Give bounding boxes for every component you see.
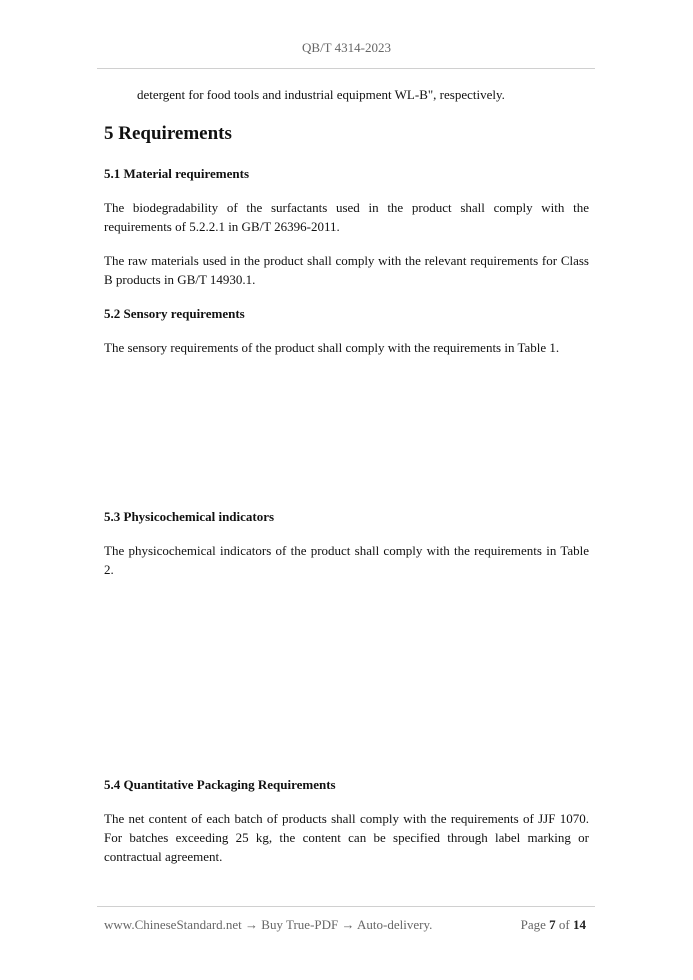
page-footer — [104, 917, 586, 933]
paragraph: The physicochemical indicators of the product shall comply with the requirements in Table 2. — [104, 543, 589, 577]
page-content — [104, 85, 589, 881]
footer-divider — [97, 906, 595, 907]
subsection-heading-5-4: 5.4 Quantitative Packaging Requirements — [104, 777, 336, 792]
page-of: of — [558, 917, 570, 932]
footer-link[interactable]: www.ChineseStandard.net → Buy True-PDF → Auto-delivery. — [104, 917, 433, 932]
page-number — [521, 917, 586, 933]
section-heading: 5 Requirements — [104, 123, 232, 144]
running-header: QB/T 4314-2023 — [302, 40, 391, 55]
paragraph: The sensory requirements of the product shall comply with the requirements in Table 1. — [104, 340, 560, 355]
table-placeholder — [104, 594, 589, 775]
subsection-heading-5-1: 5.1 Material requirements — [104, 166, 250, 181]
paragraph: The net content of each batch of products shall comply with the requirements of JJF 1070. For batches exceeding 25 kg, the content can be specified through label marking or contractual agreement. — [104, 811, 589, 864]
table-placeholder — [104, 372, 589, 507]
paragraph: The raw materials used in the product shall comply with the relevant requirements for Class B products in GB/T 14930.1. — [104, 253, 589, 287]
paragraph: The biodegradability of the surfactants used in the product shall comply with the requirements of 5.2.2.1 in GB/T 26396-2011. — [104, 200, 589, 234]
continued-paragraph: detergent for food tools and industrial equipment WL-B", respectively. — [137, 87, 505, 102]
page-current: 7 — [549, 917, 556, 932]
subsection-heading-5-2: 5.2 Sensory requirements — [104, 306, 245, 321]
page-total: 14 — [573, 917, 586, 932]
subsection-heading-5-3: 5.3 Physicochemical indicators — [104, 509, 275, 524]
page-word: Page — [520, 917, 546, 932]
header-divider — [97, 68, 595, 69]
